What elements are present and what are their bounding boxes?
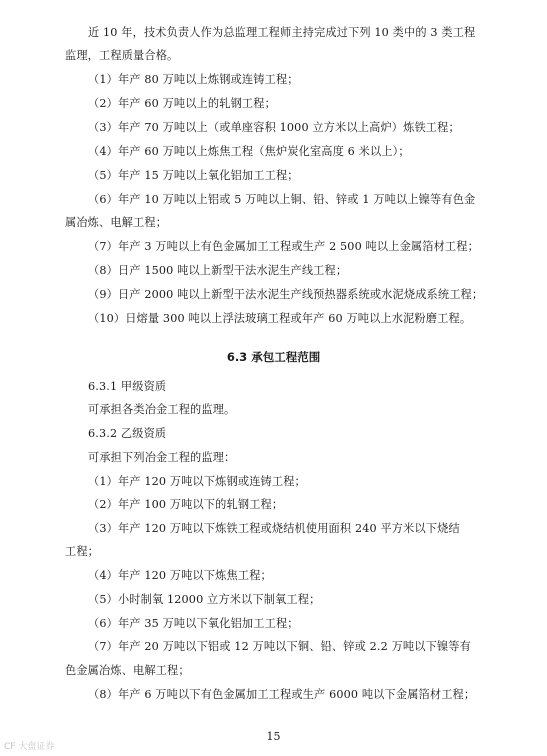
intro-line-1: 近 10 年，技术负责人作为总监理工程师主持完成过下列 10 类中的 3 类工程 [88, 26, 476, 39]
list-a-item-7: （7）年产 3 万吨以上有色金属加工工程或生产 2 500 吨以上金属箔材工程； [88, 240, 479, 253]
list-a-item-2: （2）年产 60 万吨以上的轧钢工程； [88, 97, 276, 110]
list-a-item-9: （9）日产 2000 吨以上新型干法水泥生产线预热器系统或水泥烧成系统工程； [88, 288, 484, 301]
list-a-item-4: （4）年产 60 万吨以上炼焦工程（焦炉炭化室高度 6 米以上）； [88, 145, 410, 158]
subsection-1-text: 可承担各类冶金工程的监理。 [88, 403, 236, 416]
list-b-item-7: （7）年产 20 万吨以下铝或 12 万吨以下铜、铅、锌或 2.2 万吨以下镍等有 [88, 640, 471, 653]
list-a-item-6-cont: 属冶炼、电解工程； [65, 216, 168, 229]
list-b-item-3-cont: 工程； [65, 545, 100, 558]
list-b-item-4: （4）年产 120 万吨以下炼焦工程； [88, 569, 272, 582]
page-number: 15 [266, 730, 281, 743]
list-a-item-10: （10）日熔量 300 吨以上浮法玻璃工程或年产 60 万吨以上水泥粉磨工程。 [88, 312, 472, 325]
subsection-2-title: 6.3.2 乙级资质 [88, 427, 167, 440]
intro-line-2: 监理，工程质量合格。 [65, 49, 179, 62]
list-b-item-5: （5）小时制氧 12000 立方米以下制氧工程； [88, 593, 321, 606]
list-b-item-7-cont: 色金属冶炼、电解工程； [65, 664, 190, 677]
list-b-item-3: （3）年产 120 万吨以下炼铁工程或烧结机使用面积 240 平方米以下烧结 [88, 522, 460, 535]
subsection-2-text: 可承担下列冶金工程的监理： [88, 451, 236, 464]
list-a-item-6: （6）年产 10 万吨以上铝或 5 万吨以上铜、铅、锌或 1 万吨以上镍等有色金 [88, 193, 476, 206]
list-a-item-5: （5）年产 15 万吨以上氧化铝加工工程； [88, 169, 299, 182]
watermark: CF 大盘证券 [4, 742, 55, 752]
list-a-item-3: （3）年产 70 万吨以上（或单座容积 1000 立方米以上高炉）炼铁工程； [88, 121, 460, 134]
list-b-item-8: （8）年产 6 万吨以下有色金属加工工程或生产 6000 吨以下金属箔材工程； [88, 688, 476, 701]
list-b-item-2: （2）年产 100 万吨以下的轧钢工程； [88, 498, 284, 511]
section-heading: 6.3 承包工程范围 [226, 350, 321, 364]
list-a-item-1: （1）年产 80 万吨以上炼钢或连铸工程； [88, 73, 299, 86]
list-b-item-1: （1）年产 120 万吨以下炼钢或连铸工程； [88, 475, 306, 488]
list-a-item-8: （8）日产 1500 吨以上新型干法水泥生产线工程； [88, 264, 348, 277]
subsection-1-title: 6.3.1 甲级资质 [88, 380, 167, 393]
list-b-item-6: （6）年产 35 万吨以下氧化铝加工工程； [88, 617, 299, 630]
